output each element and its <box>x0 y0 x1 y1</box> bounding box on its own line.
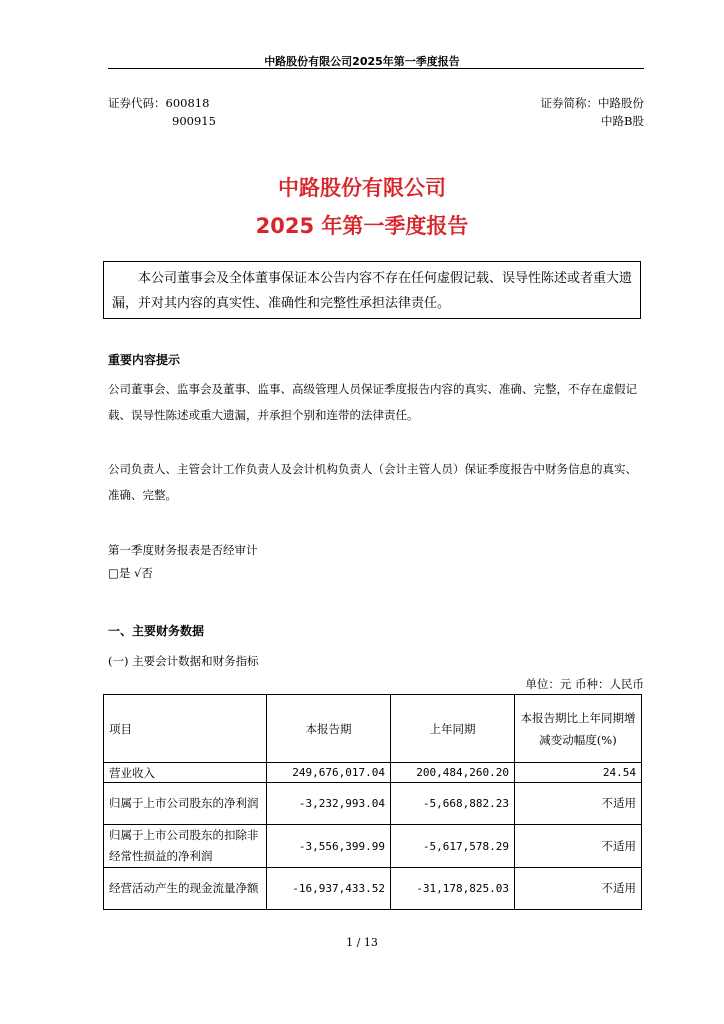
table-cell-item: 归属于上市公司股东的净利润 <box>104 783 267 825</box>
security-short-label: 证券简称： <box>540 96 598 110</box>
table-row <box>104 783 642 825</box>
table-cell-change: 不适用 <box>515 783 642 825</box>
audit-question: 第一季度财务报表是否经审计 <box>108 543 258 557</box>
audit-answer: □是 √否 <box>108 566 153 580</box>
table-cell-current: 249,676,017.04 <box>267 763 391 783</box>
table-header-cell: 项目 <box>104 695 267 763</box>
security-short-name <box>541 94 645 112</box>
subsection-heading: (一) 主要会计数据和财务指标 <box>108 654 259 668</box>
important-para-1: 公司董事会、监事会及董事、监事、高级管理人员保证季度报告内容的真实、准确、完整，不存在虚假记载、误导性陈述或重大遗漏，并承担个别和连带的法律责任。 <box>108 382 637 422</box>
table-cell-change: 24.54 <box>515 763 642 783</box>
security-code-a: 600818 <box>165 96 210 110</box>
table-cell-item: 经营活动产生的现金流量净额 <box>104 868 267 910</box>
table-header-row <box>104 695 642 763</box>
report-title-company: 中路股份有限公司 <box>278 176 446 200</box>
table-cell-prior: 200,484,260.20 <box>391 763 515 783</box>
table-cell-change: 不适用 <box>515 868 642 910</box>
security-code <box>108 94 209 112</box>
important-heading: 重要内容提示 <box>108 353 181 367</box>
table-cell-prior: -31,178,825.03 <box>391 868 515 910</box>
running-header: 中路股份有限公司2025年第一季度报告 <box>264 55 460 68</box>
table-header-cell: 本报告期比上年同期增减变动幅度(%) <box>515 695 642 763</box>
financial-data-table <box>103 694 642 910</box>
table-cell-item: 归属于上市公司股东的扣除非经常性损益的净利润 <box>104 825 267 868</box>
table-cell-item: 营业收入 <box>104 763 267 783</box>
page-number: 1 / 13 <box>346 936 378 949</box>
security-short-a: 中路股份 <box>598 96 644 110</box>
report-title-period: 2025 年第一季度报告 <box>255 214 469 238</box>
important-para-2: 公司负责人、主管会计工作负责人及会计机构负责人（会计主管人员）保证季度报告中财务信息的真实、准确、完整。 <box>108 462 637 502</box>
table-cell-change: 不适用 <box>515 825 642 868</box>
table-row <box>104 825 642 868</box>
table-cell-current: -3,232,993.04 <box>267 783 391 825</box>
table-header-cell: 本报告期 <box>267 695 391 763</box>
table-row <box>104 868 642 910</box>
board-assurance-notice: 本公司董事会及全体董事保证本公告内容不存在任何虚假记载、误导性陈述或者重大遗漏，并对其内容的真实性、准确性和完整性承担法律责任。 <box>103 261 641 319</box>
security-code-b: 900915 <box>172 114 216 128</box>
header-rule <box>108 68 644 69</box>
table-cell-prior: -5,668,882.23 <box>391 783 515 825</box>
table-cell-prior: -5,617,578.29 <box>391 825 515 868</box>
unit-currency: 单位：元 币种：人民币 <box>525 677 644 691</box>
table-header-cell: 上年同期 <box>391 695 515 763</box>
security-short-b: 中路B股 <box>601 114 644 128</box>
security-code-label: 证券代码： <box>108 96 166 110</box>
table-cell-current: -16,937,433.52 <box>267 868 391 910</box>
table-cell-current: -3,556,399.99 <box>267 825 391 868</box>
section-heading-financial: 一、主要财务数据 <box>108 624 205 638</box>
table-row <box>104 763 642 783</box>
